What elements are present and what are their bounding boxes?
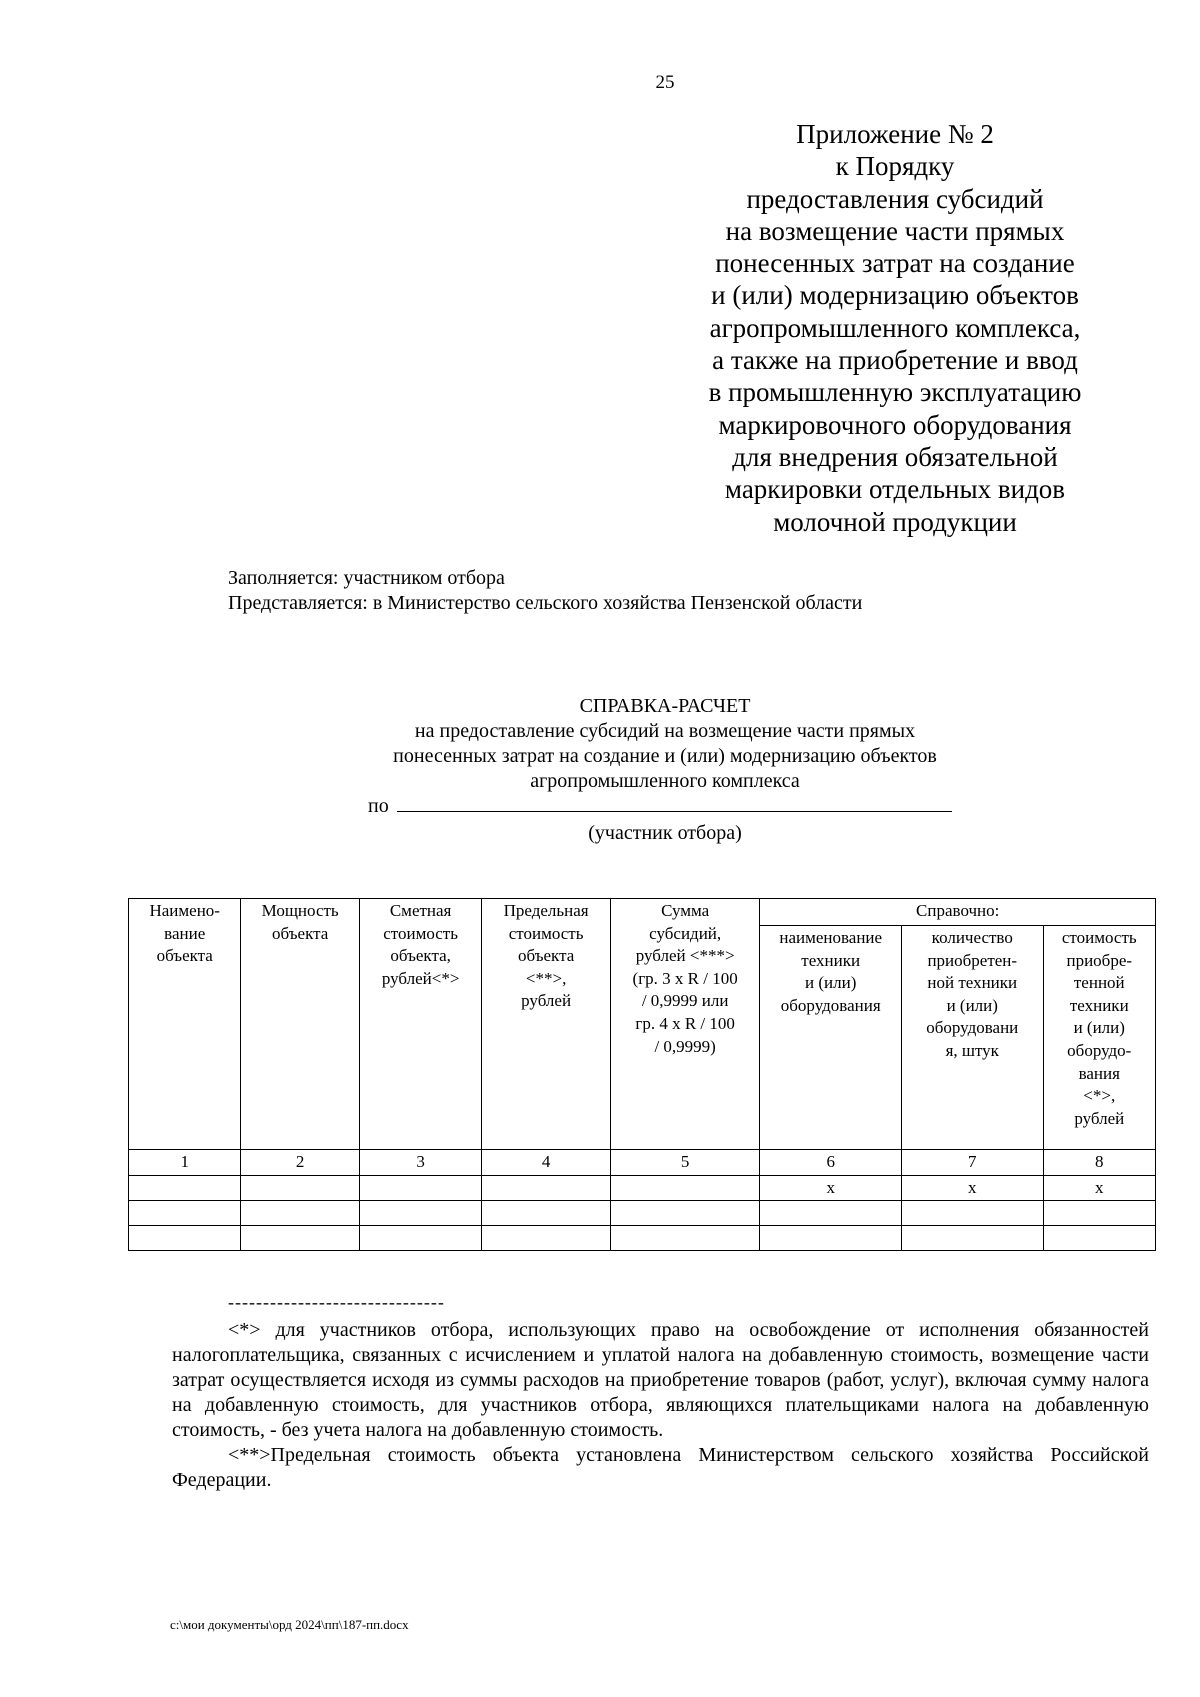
table-cell[interactable] [241,1226,359,1251]
participant-line [0,794,1200,819]
page-number: 25 [655,72,675,93]
header-cell: Наимено- вание объекта [129,899,241,1150]
footnote-2: <**>Предельная стоимость объекта установлена Министерством сельского хозяйства Российской Федерации. [172,1444,1149,1491]
appendix-line: для внедрения обязательной [732,441,1058,472]
table-cell[interactable] [901,1226,1043,1251]
table-cell[interactable] [610,1175,760,1201]
table-cell[interactable] [1043,1201,1155,1226]
table-row [129,1201,1156,1226]
form-meta [228,566,862,616]
table-cell: x [760,1175,902,1201]
document-subtitle-line: на предоставление субсидий на возмещение части прямых [414,720,916,742]
header-cell: стоимость приобре- тенной техники и (или) оборудо- вания <*>, рублей [1043,926,1155,1150]
file-path: c:\мои документы\орд 2024\пп\187-пп.docx [170,1617,409,1632]
table-cell[interactable] [129,1226,241,1251]
footnote-1: <*> для участников отбора, использующих право на освобождение от исполнения обязанностей налогоплательщика, связанных с исчислением и уплатой налога на добавленную стоимость, возмещение части затрат осуществляется исходя из суммы расходов на приобретение товаров (работ, услуг), включая сумму налога на добавленную стоимость, для участников отбора, являющихся плательщиками налога на добавленную стоимость, - без учета налога на добавленную стоимость. [172,1319,1149,1441]
table-cell[interactable] [482,1226,611,1251]
participant-blank-field[interactable] [397,797,952,812]
table-cell[interactable] [610,1201,760,1226]
table-cell[interactable] [129,1201,241,1226]
table-cell: x [1043,1175,1155,1201]
filled-by: Заполняется: участником отбора [228,567,505,589]
table-cell[interactable] [610,1226,760,1251]
table-cell[interactable] [760,1226,902,1251]
document-heading: СПРАВКА-РАСЧЕТ [579,695,751,717]
table-cell[interactable] [359,1226,481,1251]
header-cell: Предельная стоимость объекта <**>, рублей [482,899,611,1150]
table-row [129,1175,1156,1201]
table-cell[interactable] [760,1201,902,1226]
appendix-line: и (или) модернизацию объектов [711,280,1079,311]
group-header-cell: Справочно: [760,899,1156,926]
appendix-header [660,118,1130,538]
header-cell: Сметная стоимость объекта, рублей<*> [359,899,481,1150]
column-number: 7 [901,1150,1043,1176]
column-number: 2 [241,1150,359,1176]
header-cell: Сумма субсидий, рублей <***> (гр. 3 x R / 100 / 0,9999 или гр. 4 x R / 100 / 0,9999) [610,899,760,1150]
document-subtitle-line: понесенных затрат на создание и (или) модернизацию объектов [393,745,937,767]
header-cell: количество приобретен- ной техники и (или) оборудовани я, штук [901,926,1043,1150]
appendix-line: на возмещение части прямых [725,215,1065,246]
table-cell[interactable] [482,1201,611,1226]
column-number: 5 [610,1150,760,1176]
participant-hint: (участник отбора) [588,822,742,844]
table-cell[interactable] [482,1175,611,1201]
appendix-line: понесенных затрат на создание [715,248,1075,279]
header-cell: Мощность объекта [241,899,359,1150]
table-row [129,1226,1156,1251]
table-cell[interactable] [359,1201,481,1226]
appendix-line: к Порядку [835,151,955,182]
table-cell[interactable] [901,1201,1043,1226]
participant-prefix: по [368,795,389,817]
appendix-line: маркировки отдельных видов [724,474,1066,505]
header-cell: наименование техники и (или) оборудования [760,926,902,1150]
table-cell: x [901,1175,1043,1201]
document-title-block [0,694,1200,846]
table-cell[interactable] [359,1175,481,1201]
document-subtitle-line: агропромышленного комплекса [530,770,800,792]
column-number: 3 [359,1150,481,1176]
appendix-line: Приложение № 2 [796,119,994,149]
column-number: 4 [482,1150,611,1176]
appendix-line: маркировочного оборудования [718,409,1072,440]
footnotes [172,1318,1149,1493]
submitted-to: Представляется: в Министерство сельского хозяйства Пензенской области [228,592,863,614]
appendix-line: в промышленную эксплуатацию [708,377,1082,408]
calculation-table [128,898,1156,1251]
column-number: 8 [1043,1150,1155,1176]
appendix-line: предоставления субсидий [746,183,1044,214]
appendix-line: а также на приобретение и ввод [712,345,1078,376]
footnote-separator: ------------------------------- [228,1292,445,1312]
column-number: 1 [129,1150,241,1176]
table-cell[interactable] [241,1201,359,1226]
table-cell[interactable] [241,1175,359,1201]
table-cell[interactable] [1043,1226,1155,1251]
column-number-row [129,1150,1156,1176]
appendix-line: агропромышленного комплекса, [709,312,1081,343]
column-number: 6 [760,1150,902,1176]
table-cell[interactable] [129,1175,241,1201]
appendix-line: молочной продукции [773,506,1017,537]
